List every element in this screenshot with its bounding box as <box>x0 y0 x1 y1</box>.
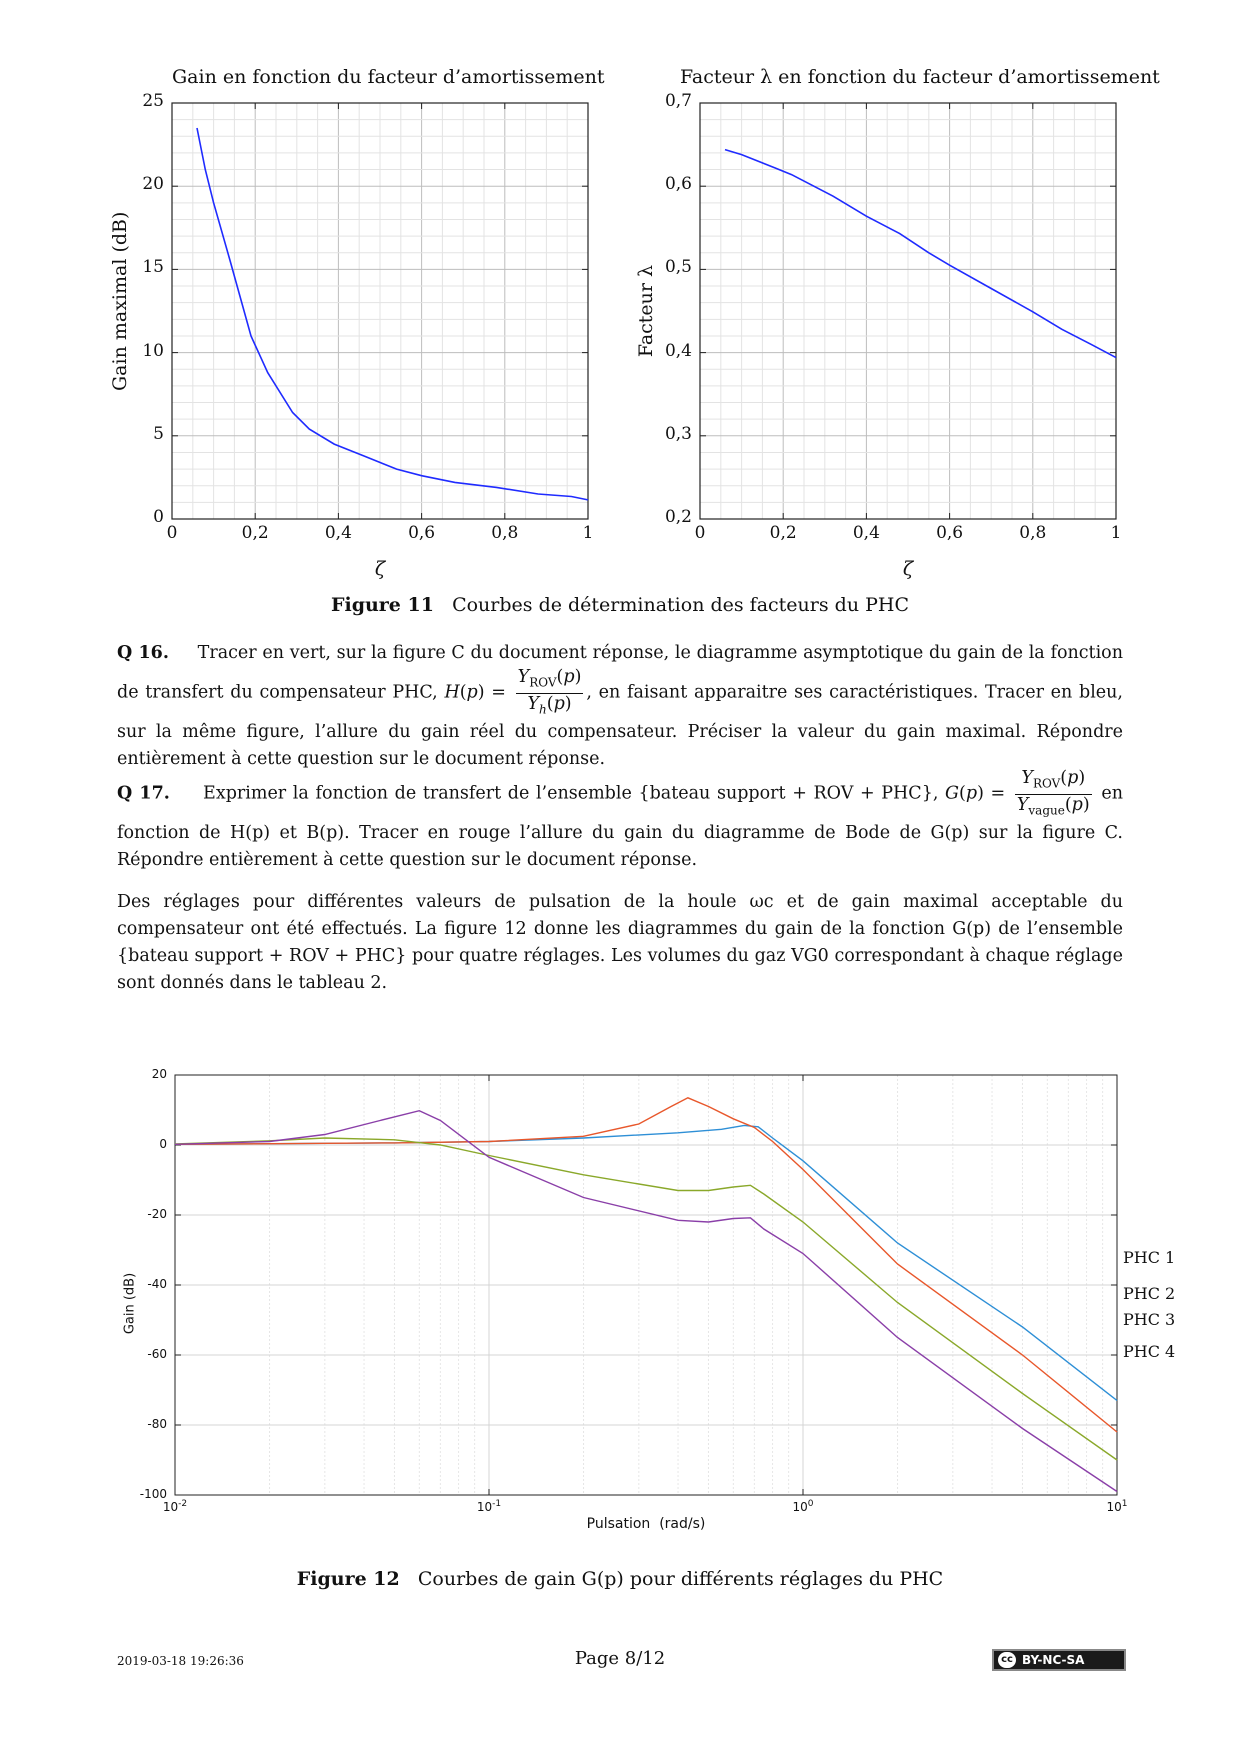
fig12-ylabel: Gain (dB) <box>122 1272 138 1335</box>
right-x-tick-label: 0 <box>694 523 706 543</box>
fig12-y-tick-label: 0 <box>159 1137 167 1151</box>
fig12-x-tick-label: $10^{-1}$ <box>476 1499 502 1514</box>
left-y-tick-label: 0 <box>153 507 164 527</box>
left-x-tick-label: 0,8 <box>491 523 519 543</box>
fig11-right-title: Facteur λ en fonction du facteur d’amortissement <box>680 66 1160 88</box>
q16-label: Q 16. <box>117 643 169 663</box>
right-y-tick-label: 0,5 <box>664 257 692 278</box>
gain-curve-phc4 <box>175 1111 1117 1492</box>
figure-12-caption-text: Courbes de gain G(p) pour différents réglages du PHC <box>417 1568 944 1590</box>
fig12-y-tick-label: -40 <box>147 1277 167 1291</box>
q17-label: Q 17. <box>117 783 170 804</box>
figure-11-caption <box>0 594 1240 616</box>
right-x-tick-label: 0,6 <box>936 523 964 543</box>
q17-text-a: Exprimer la fonction de transfert de l’ensemble {bateau support + ROV + PHC}, <box>203 783 946 804</box>
question-17: Q 17. Exprimer la fonction de transfert de l’ensemble {bateau support + ROV + PHC}, G(p) = $\frac{Y_{ROV}(p)}{Y_{vague}(p)}$ en fonction de H(p) et B(p). Tracer en rouge l’allure du gain du diagramme de Bode de G(p) sur la figure C. Répondre entièrement à cette question sur le document réponse. <box>117 768 1123 870</box>
right-x-tick-label: 0,8 <box>1019 523 1047 543</box>
fig12-y-tick-label: -60 <box>147 1347 167 1361</box>
figure-12-caption <box>0 1568 1240 1590</box>
left-y-tick-label: 15 <box>142 257 164 278</box>
fig11-left-title: Gain en fonction du facteur d’amortissement <box>172 66 605 88</box>
fig12-y-tick-label: 20 <box>151 1067 167 1081</box>
fig11-right-ylabel: Facteur λ <box>635 264 657 358</box>
creative-commons-icon: cc <box>998 1652 1016 1668</box>
footer-timestamp: 2019-03-18 19:26:36 <box>117 1654 244 1668</box>
fig12-x-tick-label: $10^1$ <box>1106 1499 1128 1514</box>
figure-12-chart <box>0 1050 1240 1530</box>
gain-curve-phc3 <box>175 1138 1117 1460</box>
figure-11-label: Figure 11 <box>330 594 434 616</box>
fig11-left-xlabel: ζ <box>374 558 386 580</box>
left-y-tick-label: 10 <box>142 340 164 361</box>
q17-fraction: $\frac{Y_{ROV}(p)}{Y_{vague}(p)}$ <box>1016 768 1090 817</box>
license-text: BY-NC-SA <box>1022 1653 1085 1667</box>
fig12-y-tick-label: -100 <box>139 1487 167 1501</box>
fig11-left-ylabel: Gain maximal (dB) <box>109 211 131 391</box>
fig12-xlabel: Pulsation (rad/s) <box>586 1516 706 1532</box>
gain-curve-phc2 <box>175 1098 1117 1432</box>
legend-phc4: PHC 4 <box>1123 1342 1176 1361</box>
left-x-tick-label: 0,6 <box>408 523 436 543</box>
license-badge <box>992 1649 1126 1671</box>
left-x-tick-label: 1 <box>582 523 594 543</box>
fig12-y-tick-label: -20 <box>147 1207 167 1221</box>
legend-phc1: PHC 1 <box>1123 1248 1176 1267</box>
left-y-tick-label: 25 <box>142 91 164 111</box>
left-y-tick-label: 20 <box>142 174 164 195</box>
right-y-tick-label: 0,3 <box>664 423 692 444</box>
figure-11-caption-text: Courbes de détermination des facteurs du PHC <box>452 594 909 616</box>
right-y-tick-label: 0,6 <box>664 174 692 195</box>
fig12-x-tick-label: $10^0$ <box>792 1499 814 1514</box>
figure-12-label: Figure 12 <box>296 1568 400 1590</box>
q16-fraction: $\frac{Y_{ROV}(p)}{Y_h(p)}$ <box>517 667 582 716</box>
right-x-tick-label: 1 <box>1110 523 1122 543</box>
q16-text-b: , en faisant apparaitre ses caractéristiques. Tracer en bleu, sur la même figure, l’allure du gain réel du compensateur. Préciser la valeur du gain maximal. Répondre entièrement à cette question sur le document réponse. <box>117 682 1123 769</box>
left-x-tick-label: 0,2 <box>241 523 269 543</box>
left-x-tick-label: 0,4 <box>324 523 352 543</box>
left-y-tick-label: 5 <box>153 423 164 444</box>
right-y-tick-label: 0,2 <box>664 507 692 527</box>
right-y-tick-label: 0,7 <box>664 91 692 111</box>
q17-text-b: en fonction de H(p) et B(p). Tracer en rouge l’allure du gain du diagramme de Bode de G(p) sur la figure C. Répondre entièrement à cette question sur le document réponse. <box>117 783 1123 870</box>
question-16: Q 16. Tracer en vert, sur la figure C du document réponse, le diagramme asymptotique du gain de la fonction de transfert du compensateur PHC, H(p) = $\frac{Y_{ROV}(p)}{Y_h(p)}$ , en faisant apparaitre ses caractéristiques. Tracer en bleu, sur la même figure, l’allure du gain réel du compensateur. Préciser la valeur du gain maximal. Répondre entièrement à cette question sur le document réponse. <box>117 643 1123 769</box>
paragraph-reglages: Des réglages pour différentes valeurs de pulsation de la houle ωc et de gain maximal acceptable du compensateur ont été effectués. La figure 12 donne les diagrammes du gain de la fonction G(p) de l’ensemble {bateau support + ROV + PHC} pour quatre réglages. Les volumes du gaz VG0 correspondant à chaque réglage sont donnés dans le tableau 2. <box>117 892 1123 993</box>
legend-phc2: PHC 2 <box>1123 1284 1176 1303</box>
fig12-y-tick-label: -80 <box>147 1417 167 1431</box>
fig11-right-xlabel: ζ <box>902 558 914 580</box>
right-x-tick-label: 0,4 <box>852 523 880 543</box>
left-x-tick-label: 0 <box>166 523 178 543</box>
q16-text-a: Tracer en vert, sur la figure C du document réponse, le diagramme asymptotique du gain de la fonction de transfert du compensateur PHC, <box>117 643 1123 703</box>
right-x-tick-label: 0,2 <box>769 523 797 543</box>
right-y-tick-label: 0,4 <box>664 340 692 361</box>
footer-page-number: Page 8/12 <box>574 1648 666 1669</box>
figure-11-charts <box>0 0 1240 600</box>
legend-phc3: PHC 3 <box>1123 1310 1176 1329</box>
fig12-x-tick-label: $10^{-2}$ <box>162 1499 188 1514</box>
